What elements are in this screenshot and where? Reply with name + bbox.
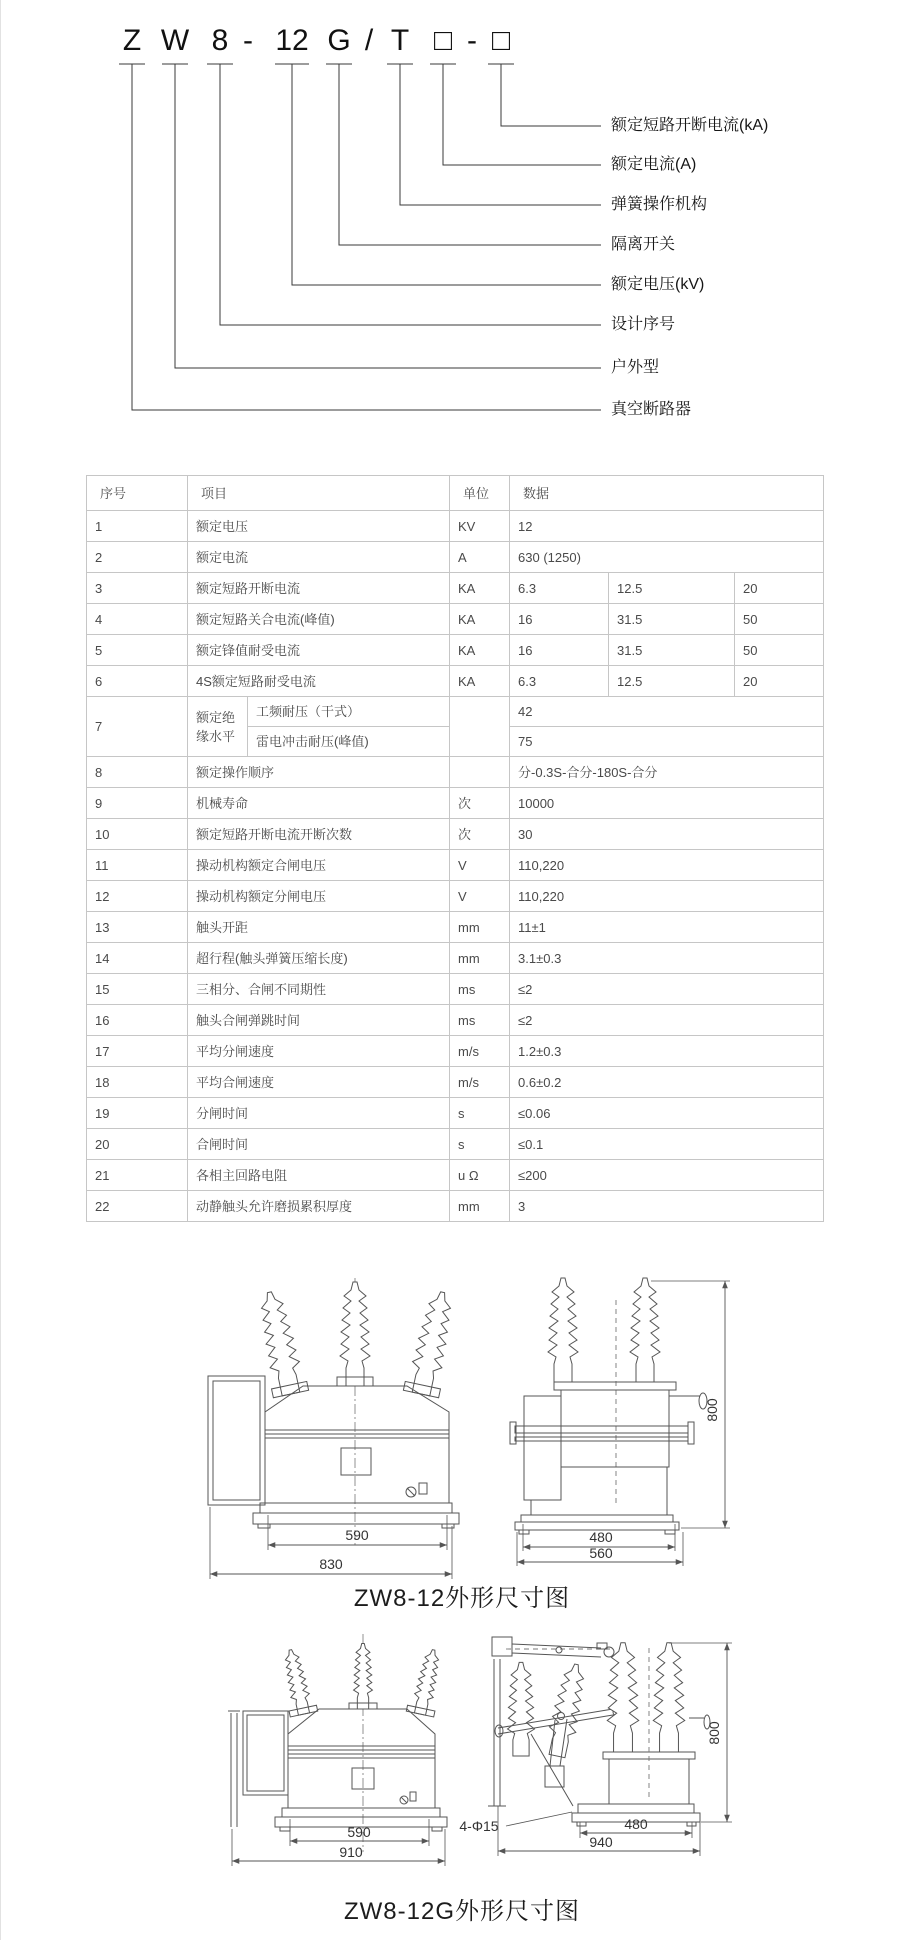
spec-unit: 次 xyxy=(450,819,510,850)
outline-drawing-zw8-12g xyxy=(206,1628,751,1878)
spec-unit: s xyxy=(450,1098,510,1129)
col-header-data: 数据 xyxy=(510,476,824,511)
spec-no: 5 xyxy=(87,635,188,666)
spec-no: 10 xyxy=(87,819,188,850)
spec-item-group: 额定绝缘水平 xyxy=(188,697,248,757)
spec-unit: mm xyxy=(450,912,510,943)
spec-item: 额定短路关合电流(峰值) xyxy=(188,604,450,635)
spec-item: 动静触头允许磨损累积厚度 xyxy=(188,1191,450,1222)
callout-label: 设计序号 xyxy=(611,316,676,333)
spec-value: 75 xyxy=(510,727,824,757)
spec-item: 额定短路开断电流 xyxy=(188,573,450,604)
spec-value: 20 xyxy=(735,666,824,697)
spec-value: 20 xyxy=(735,573,824,604)
spec-value: ≤200 xyxy=(510,1160,824,1191)
spec-no: 17 xyxy=(87,1036,188,1067)
spec-value: 42 xyxy=(510,697,824,727)
callout-label: 额定电流(A) xyxy=(611,156,697,173)
spec-item: 触头开距 xyxy=(188,912,450,943)
spec-no: 12 xyxy=(87,881,188,912)
figure-caption: ZW8-12G外形尺寸图 xyxy=(343,1898,581,1925)
spec-item: 操动机构额定合闸电压 xyxy=(188,850,450,881)
spec-unit: m/s xyxy=(450,1036,510,1067)
figure-caption: ZW8-12外形尺寸图 xyxy=(353,1585,571,1612)
callout-label: 户外型 xyxy=(611,359,660,376)
spec-item: 三相分、合闸不同期性 xyxy=(188,974,450,1005)
spec-item: 各相主回路电阻 xyxy=(188,1160,450,1191)
spec-unit: KA xyxy=(450,635,510,666)
specs-table xyxy=(86,475,824,1222)
spec-unit: ms xyxy=(450,974,510,1005)
dim-height: 800 xyxy=(704,1398,720,1422)
model-code-part: / xyxy=(364,24,374,57)
spec-item: 平均分闸速度 xyxy=(188,1036,450,1067)
spec-unit: s xyxy=(450,1129,510,1160)
spec-item: 合闸时间 xyxy=(188,1129,450,1160)
model-code-part: T xyxy=(390,24,410,57)
dim-side-inner: 480 xyxy=(624,1816,648,1832)
callout-lines xyxy=(1,0,910,440)
spec-no: 18 xyxy=(87,1067,188,1098)
col-header-item: 项目 xyxy=(188,476,450,511)
spec-value: 16 xyxy=(510,604,609,635)
dim-side-inner: 480 xyxy=(589,1529,613,1545)
spec-value: 50 xyxy=(735,604,824,635)
spec-no: 11 xyxy=(87,850,188,881)
spec-value: 110,220 xyxy=(510,850,824,881)
spec-value: 10000 xyxy=(510,788,824,819)
spec-unit: mm xyxy=(450,1191,510,1222)
spec-unit: 次 xyxy=(450,788,510,819)
spec-no: 3 xyxy=(87,573,188,604)
spec-item: 操动机构额定分闸电压 xyxy=(188,881,450,912)
spec-unit xyxy=(450,697,510,757)
spec-no: 19 xyxy=(87,1098,188,1129)
spec-value: 3 xyxy=(510,1191,824,1222)
spec-no: 22 xyxy=(87,1191,188,1222)
spec-no: 15 xyxy=(87,974,188,1005)
spec-item: 额定操作顺序 xyxy=(188,757,450,788)
dim-front-inner: 590 xyxy=(345,1527,369,1543)
dim-front-outer: 910 xyxy=(339,1844,363,1860)
callout-label: 弹簧操作机构 xyxy=(611,196,708,213)
spec-unit: u Ω xyxy=(450,1160,510,1191)
spec-value: 12.5 xyxy=(609,573,735,604)
spec-value: 30 xyxy=(510,819,824,850)
spec-value: ≤2 xyxy=(510,974,824,1005)
spec-value: 50 xyxy=(735,635,824,666)
spec-item: 触头合闸弹跳时间 xyxy=(188,1005,450,1036)
spec-no: 20 xyxy=(87,1129,188,1160)
spec-unit: KV xyxy=(450,511,510,542)
dim-side-outer: 560 xyxy=(589,1545,613,1561)
model-code-part: 12 xyxy=(275,24,309,57)
spec-unit: KA xyxy=(450,604,510,635)
spec-no: 1 xyxy=(87,511,188,542)
spec-item: 额定锋值耐受电流 xyxy=(188,635,450,666)
model-code-part: - xyxy=(467,24,477,57)
spec-value: 16 xyxy=(510,635,609,666)
spec-item: 机械寿命 xyxy=(188,788,450,819)
spec-item: 分闸时间 xyxy=(188,1098,450,1129)
spec-no: 6 xyxy=(87,666,188,697)
spec-value: ≤2 xyxy=(510,1005,824,1036)
spec-value: 31.5 xyxy=(609,635,735,666)
spec-value: 12.5 xyxy=(609,666,735,697)
spec-value: 6.3 xyxy=(510,666,609,697)
callout-label: 真空断路器 xyxy=(611,401,692,418)
spec-value: 110,220 xyxy=(510,881,824,912)
spec-unit: KA xyxy=(450,573,510,604)
spec-item: 4S额定短路耐受电流 xyxy=(188,666,450,697)
spec-item: 额定电压 xyxy=(188,511,450,542)
spec-no: 9 xyxy=(87,788,188,819)
spec-no: 21 xyxy=(87,1160,188,1191)
col-header-no: 序号 xyxy=(87,476,188,511)
outline-drawing-zw8-12 xyxy=(181,1265,741,1595)
spec-value: 分-0.3S-合分-180S-合分 xyxy=(510,757,824,788)
spec-value: 1.2±0.3 xyxy=(510,1036,824,1067)
spec-unit xyxy=(450,757,510,788)
callout-label: 额定短路开断电流(kA) xyxy=(611,117,769,134)
spec-unit: A xyxy=(450,542,510,573)
spec-unit: KA xyxy=(450,666,510,697)
spec-unit: mm xyxy=(450,943,510,974)
spec-value: 11±1 xyxy=(510,912,824,943)
callout-label: 隔离开关 xyxy=(611,236,676,253)
model-code-part: - xyxy=(243,24,253,57)
dim-side-outer: 940 xyxy=(589,1834,613,1850)
spec-value: 31.5 xyxy=(609,604,735,635)
spec-unit: m/s xyxy=(450,1067,510,1098)
spec-unit: V xyxy=(450,850,510,881)
spec-unit: ms xyxy=(450,1005,510,1036)
dim-front-inner: 590 xyxy=(347,1824,371,1840)
spec-no: 13 xyxy=(87,912,188,943)
model-code-part: W xyxy=(160,24,190,57)
spec-item: 超行程(触头弹簧压缩长度) xyxy=(188,943,450,974)
spec-value: 630 (1250) xyxy=(510,542,824,573)
dim-height: 800 xyxy=(706,1721,722,1745)
dim-holes: 4-Φ15 xyxy=(459,1818,499,1834)
callout-label: 额定电压(kV) xyxy=(611,276,705,293)
spec-no: 2 xyxy=(87,542,188,573)
spec-no: 7 xyxy=(87,697,188,757)
model-code-part: Z xyxy=(122,24,142,57)
spec-value: 3.1±0.3 xyxy=(510,943,824,974)
spec-value: 6.3 xyxy=(510,573,609,604)
spec-value: ≤0.06 xyxy=(510,1098,824,1129)
spec-no: 4 xyxy=(87,604,188,635)
spec-no: 16 xyxy=(87,1005,188,1036)
col-header-unit: 单位 xyxy=(450,476,510,511)
spec-item: 工频耐压（干式） xyxy=(248,697,450,727)
model-code-part: □ xyxy=(491,24,511,57)
spec-no: 14 xyxy=(87,943,188,974)
spec-value: 12 xyxy=(510,511,824,542)
spec-unit: V xyxy=(450,881,510,912)
spec-item: 额定电流 xyxy=(188,542,450,573)
model-code-part: 8 xyxy=(211,24,229,57)
model-code-part: G xyxy=(327,24,351,57)
spec-value: ≤0.1 xyxy=(510,1129,824,1160)
spec-item: 平均合闸速度 xyxy=(188,1067,450,1098)
spec-item: 额定短路开断电流开断次数 xyxy=(188,819,450,850)
spec-no: 8 xyxy=(87,757,188,788)
dim-front-outer: 830 xyxy=(319,1556,343,1572)
spec-item: 雷电冲击耐压(峰值) xyxy=(248,727,450,757)
model-code-part: □ xyxy=(433,24,453,57)
spec-value: 0.6±0.2 xyxy=(510,1067,824,1098)
